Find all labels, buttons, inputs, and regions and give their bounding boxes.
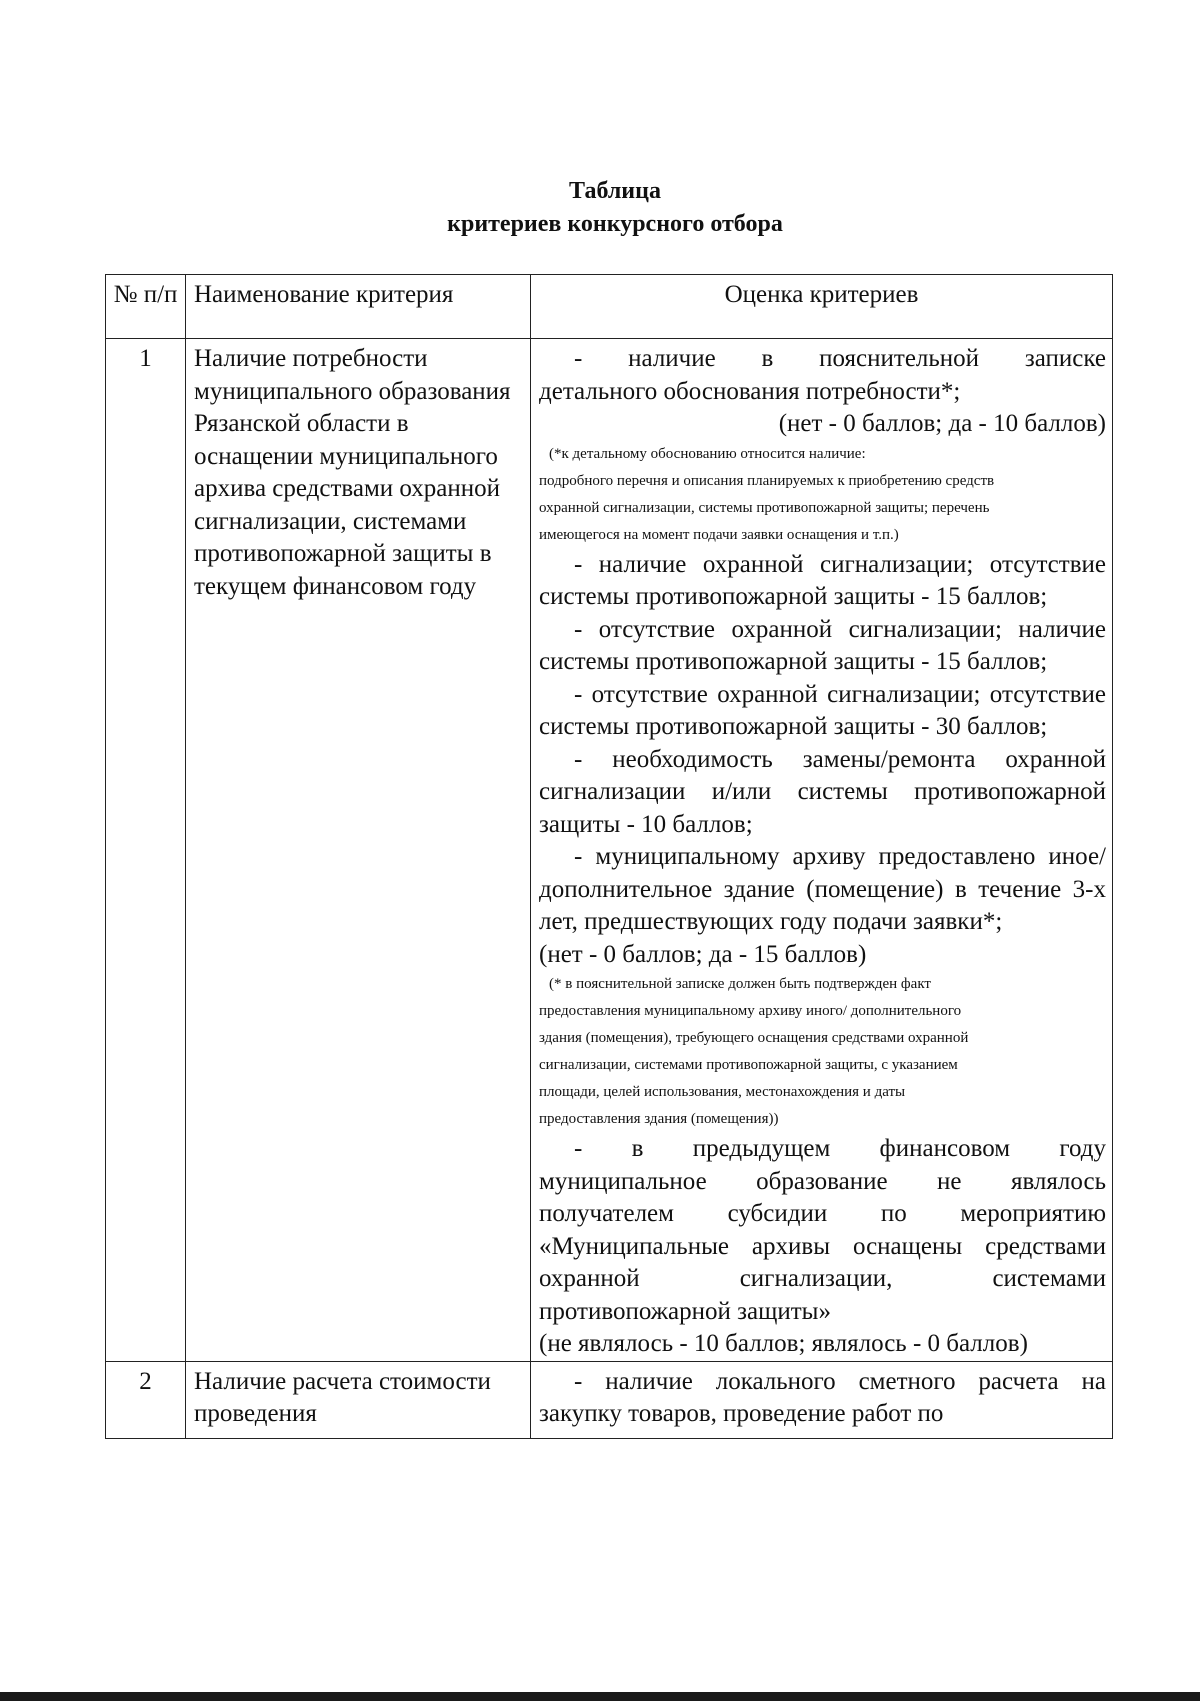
- table-row: [106, 1361, 1113, 1438]
- page-title: [0, 175, 1200, 241]
- header-num: № п/п: [106, 275, 186, 339]
- eval-6-scores: (нет - 0 баллов; да - 15 баллов): [539, 940, 867, 968]
- row-2-eval: [531, 1361, 1113, 1438]
- note-1-line-2: подробного перечня и описания планируемых к приобретению средств: [539, 472, 995, 489]
- eval-7: - в предыдущем финансовом году муниципальное образование не являлось получателем субсидии по мероприятию «Муниципальные архивы оснащены средствами охранной сигнализации, системами противопожарной защиты»: [539, 1135, 1106, 1325]
- page-bottom-edge: [0, 1692, 1200, 1701]
- eval-3: - отсутствие охранной сигнализации; наличие системы противопожарной защиты - 15 баллов;: [539, 615, 1106, 675]
- note-2-line-4: сигнализации, системами противопожарной защиты, с указанием: [539, 1057, 958, 1073]
- criteria-table: [105, 274, 1113, 1439]
- note-1-line-4: имеющегося на момент подачи заявки оснащения и т.п.): [539, 526, 899, 543]
- row-2-name-text: Наличие расчета стоимости проведения: [194, 1367, 491, 1427]
- row-2-num-text: 2: [139, 1367, 152, 1395]
- note-2-line-1: (* в пояснительной записке должен быть подтвержден факт: [549, 976, 931, 992]
- title-line-1: Таблица: [569, 178, 661, 204]
- note-1-line-1: (*к детальному обоснованию относится наличие:: [549, 445, 866, 462]
- header-eval: Оценка критериев: [531, 275, 1113, 339]
- table-header-row: [106, 275, 1113, 339]
- note-2-line-2: предоставления муниципальному архиву иного/ дополнительного: [539, 1003, 962, 1019]
- eval-1-line-a: - наличие в пояснительной записке: [574, 345, 1106, 372]
- note-2-line-6: предоставления здания (помещения)): [539, 1111, 779, 1127]
- eval-6: - муниципальному архиву предоставлено иное/ дополнительное здание (помещение) в течение 3-х лет, предшествующих году подачи заявки*;: [539, 843, 1106, 935]
- row-2-num: [106, 1361, 186, 1438]
- eval-7-scores: (не являлось - 10 баллов; являлось - 0 баллов): [539, 1330, 1028, 1357]
- eval-1-line-c: (нет - 0 баллов; да - 10 баллов): [778, 410, 1106, 437]
- title-line-2: критериев конкурсного отбора: [447, 211, 783, 237]
- row-2-name: [186, 1361, 531, 1438]
- table-row: [106, 339, 1113, 1362]
- row-2-eval-text: - наличие локального сметного расчета на закупку товаров, проведение работ по: [539, 1367, 1106, 1427]
- row-1-name: Наличие потребности муниципального образования Рязанской области в оснащении муниципального архива средствами охранной сигнализации, системами противопожарной защиты в текущем финансовом году: [186, 339, 531, 1362]
- row-1-num: 1: [106, 339, 186, 1362]
- note-2-line-3: здания (помещения), требующего оснащения средствами охранной: [539, 1030, 969, 1046]
- eval-5: - необходимость замены/ремонта охранной сигнализации и/или системы противопожарной защиты - 10 баллов;: [539, 745, 1106, 838]
- eval-4: - отсутствие охранной сигнализации; отсутствие системы противопожарной защиты - 30 баллов;: [539, 680, 1106, 740]
- header-name: Наименование критерия: [186, 275, 531, 339]
- note-1-line-3: охранной сигнализации, системы противопожарной защиты; перечень: [539, 499, 990, 516]
- eval-1-line-b: детального обоснования потребности*;: [539, 377, 961, 405]
- note-2-line-5: площади, целей использования, местонахождения и даты: [539, 1084, 906, 1100]
- row-1-eval: [531, 339, 1113, 1362]
- eval-2: - наличие охранной сигнализации; отсутствие системы противопожарной защиты - 15 баллов;: [539, 550, 1106, 610]
